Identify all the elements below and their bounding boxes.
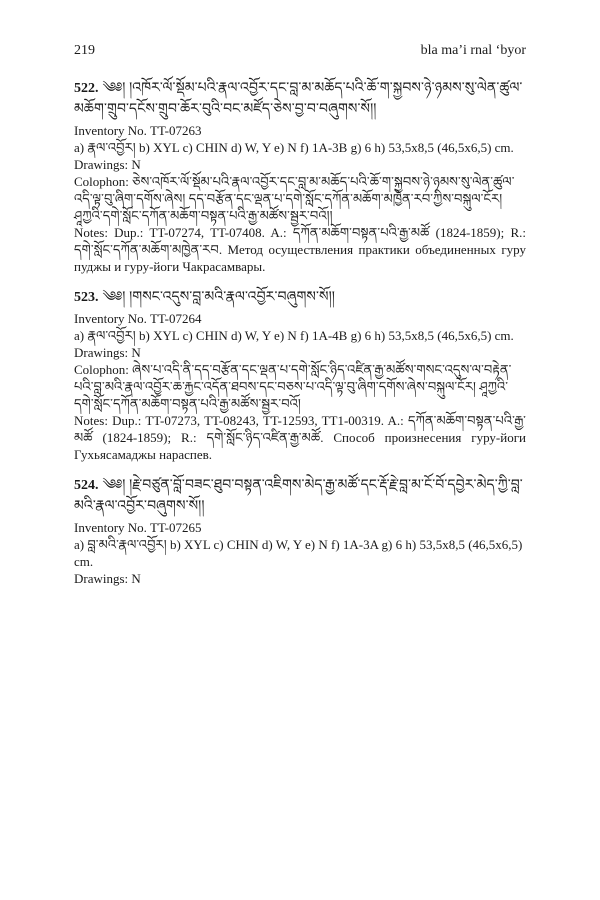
properties-details: b) XYL c) CHIN d) W, Y e) N f) 1A-4B g) 6 h) 53,5x8,5 (46,5x6,5) cm. [135, 328, 514, 343]
entry-number: 523. [74, 290, 99, 305]
inventory-number: Inventory No. TT-07264 [74, 311, 202, 326]
notes-prefix: Notes: Dup.: TT-07273, TT-08243, TT-12593, TT1-00319. A.: [74, 413, 408, 428]
inventory-number: Inventory No. TT-07263 [74, 123, 202, 138]
properties-prefix: a) [74, 537, 88, 552]
entry-number: 524. [74, 478, 99, 493]
catalogue-entry-523 [74, 287, 526, 463]
catalogue-entry-522 [74, 78, 526, 275]
entry-title [74, 475, 526, 517]
catalogue-content [74, 78, 526, 599]
notes-line [74, 412, 526, 463]
page-number: 219 [74, 43, 95, 58]
notes-author: དཀོན་མཆོག་བསྟན་པའི་རྒྱ་མཚོ [74, 413, 526, 445]
inventory-number: Inventory No. TT-07265 [74, 520, 202, 535]
notes-author-dates: (1824-1859); R.: [429, 225, 526, 240]
entry-title [74, 78, 526, 120]
properties-tibetan: རྣལ་འབྱོར། [87, 328, 136, 343]
entry-tibetan-title: ༄༅། །གསང་འདུས་བླ་མའི་རྣལ་འབྱོར་བཞུགས་སོ།། [102, 290, 335, 305]
page-header [74, 42, 526, 60]
colophon-label: Colophon: [74, 362, 133, 377]
drawings-line: Drawings: N [74, 157, 141, 172]
colophon-label: Colophon: [74, 174, 133, 189]
entry-tibetan-title: ༄༅། །རྗེ་བཙུན་བློ་བཟང་ཐུབ་བསྟན་འཇིགས་མེད་རྒྱ་མཚོ་དང་རྡོ་རྗེ་བླ་མ་ངོ་བོ་དབྱེར་མེད་ཀྱི་བླ་མའི་རྣལ་འབྱོར་བཞུགས་སོ།། [74, 478, 523, 514]
properties-line [74, 327, 526, 344]
notes-requester: དགེ་སློང་དཀོན་མཆོག་མཁྱེན་རབ [74, 242, 219, 257]
properties-details: b) XYL c) CHIN d) W, Y e) N f) 1A-3A g) 6 h) 53,5x8,5 (46,5x6,5) cm. [74, 537, 523, 569]
properties-tibetan: རྣལ་འབྱོར། [87, 140, 136, 155]
properties-line [74, 139, 526, 156]
drawings-line: Drawings: N [74, 571, 141, 586]
properties-prefix: a) [74, 328, 88, 343]
notes-description: . Метод осуществления практики объединенных гуру пуджы и гуру-йоги Чакрасамвары. [74, 242, 526, 274]
properties-prefix: a) [74, 140, 88, 155]
properties-line [74, 536, 526, 570]
drawings-line: Drawings: N [74, 345, 141, 360]
notes-description: . Способ произнесения гуру-йоги Гухьясамаджы нараспев. [74, 430, 526, 462]
notes-line [74, 224, 526, 275]
colophon-text: ཞེས་པ་འདི་ནི་དད་བརྩོན་དང་ལྡན་པ་དགེ་སློང་ཉིད་འཛིན་རྒྱ་མཚོས་གསང་འདུས་ལ་བརྟེན་པའི་བླ་མའི་རྣལ་འབྱོར་ཆ་རྐྱང་འདོན་ཐབས་དང་བཅས་པ་འདི་ལྟ་བུ་ཞིག་དགོས་ཞེས་བསྐུལ་ངོར། ཤཱཀྱའི་དགེ་སློང་དཀོན་མཆོག་བསྟན་པའི་རྒྱ་མཚོས་སྦྱར་བའོ། [74, 362, 512, 411]
colophon-line [74, 173, 526, 224]
catalogue-entry-524 [74, 475, 526, 587]
notes-author: དཀོན་མཆོག་བསྟན་པའི་རྒྱ་མཚོ [292, 225, 430, 240]
properties-details: b) XYL c) CHIN d) W, Y e) N f) 1A-3B g) 6 h) 53,5x8,5 (46,5x6,5) cm. [135, 140, 514, 155]
notes-requester: དགེ་སློང་ཉིད་འཛིན་རྒྱ་མཚོ [206, 430, 321, 445]
entry-number: 522. [74, 81, 99, 96]
running-title: bla ma’i rnal ‘byor [420, 43, 526, 58]
entry-tibetan-title: ༄༅། །འཁོར་ལོ་སྡོམ་པའི་རྣལ་འབྱོར་དང་བླ་མ་མཆོད་པའི་ཆོ་ག་སྐྱབས་ཉེ་ཉམས་སུ་ལེན་ཚུལ་མཆོག་གྲུབ་དངོས་གྲུབ་ཆོར་བུའི་བང་མཛོད་ཅེས་བྱ་བ་བཞུགས་སོ།། [74, 81, 523, 117]
notes-prefix: Notes: Dup.: TT-07274, TT-07408. A.: [74, 225, 293, 240]
entry-title [74, 287, 526, 308]
colophon-text: ཅེས་འཁོར་ལོ་སྡོམ་པའི་རྣལ་འབྱོར་དང་བླ་མ་མཆོད་པའི་ཆོ་ག་སྐྱབས་ཉེ་ཉམས་སུ་ལེན་ཚུལ་འདི་ལྟ་བུ་ཞིག་དགོས་ཞེས། དད་བརྩོན་དང་ལྡན་པ་དགེ་སློང་དཀོན་མཆོག་མཁྱེན་རབ་ཀྱིས་བསྐུལ་ངོར། ཤཱཀྱའི་དགེ་སློང་དཀོན་མཆོག་བསྟན་པའི་རྒྱ་མཚོས་སྦྱར་བའོ།། [74, 174, 515, 223]
colophon-line [74, 361, 526, 412]
notes-author-dates: (1824-1859); R.: [92, 430, 207, 445]
properties-tibetan: བླ་མའི་རྣལ་འབྱོར། [87, 537, 167, 552]
